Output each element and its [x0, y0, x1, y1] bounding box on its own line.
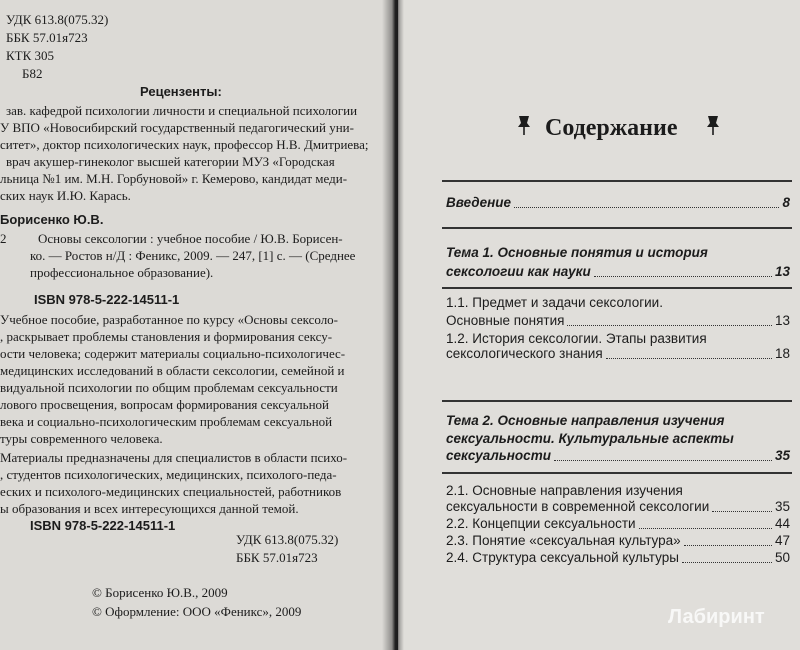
divider: [442, 400, 792, 402]
toc-topic-2-line: сексуальности. Культуральные аспекты: [446, 431, 734, 446]
isbn: ISBN 978-5-222-14511-1: [34, 292, 180, 307]
toc-entry-intro: [446, 195, 790, 211]
watermark: Лабиринт: [668, 606, 765, 628]
annotation-line: видуальной психологии по общим проблемам сексуальности: [0, 380, 338, 395]
reviewer-line: ситет», доктор психологических наук, профессор Н.В. Дмитриева;: [0, 137, 369, 152]
reviewer-line: льница №1 им. М.Н. Горбуновой» г. Кемерово, кандидат меди-: [0, 171, 348, 186]
toc-leader: [639, 528, 772, 529]
annotation-line: туры современного человека.: [0, 431, 163, 446]
reviewer-line: врач акушер-гинеколог высшей категории МУЗ «Городская: [6, 154, 335, 169]
isbn-bottom: ISBN 978-5-222-14511-1: [30, 518, 176, 533]
annotation-line: , раскрывает проблемы становления и формирования сексу-: [0, 329, 333, 344]
toc-section-1-2-line: 1.2. История сексологии. Этапы развития: [446, 331, 707, 346]
toc-label: 2.2. Концепции сексуальности: [446, 516, 636, 531]
bbk-bottom: ББК 57.01я723: [236, 550, 318, 565]
udk-bottom: УДК 613.8(075.32): [236, 532, 339, 547]
annotation-line: Учебное пособие, разработанное по курсу «Основы сексоло-: [0, 312, 339, 327]
annotation-line: медицинских исследований в области сексологии, семейной и: [0, 363, 345, 378]
bbk-code: ББК 57.01я723: [6, 30, 88, 45]
toc-entry-topic-1: [446, 264, 790, 280]
bibliographic-line: Основы сексологии : учебное пособие / Ю.В. Борисен-: [38, 231, 343, 246]
ktk-code: КТК 305: [6, 48, 55, 63]
reviewers-title: Рецензенты:: [140, 84, 222, 99]
toc-page-number: 44: [774, 516, 790, 531]
annotation-line: , студентов психологических, медицинских, психолого-педа-: [0, 467, 337, 482]
annotation-line: ы образования и всех интересующихся данной темой.: [0, 501, 299, 516]
toc-label: 2.4. Структура сексуальной культуры: [446, 550, 679, 565]
toc-label: сексологии как науки: [446, 264, 591, 279]
toc-entry-2-1: [446, 499, 790, 515]
divider: [442, 227, 792, 229]
toc-entry-topic-2: [446, 448, 790, 464]
toc-entry-2-4: [446, 550, 790, 566]
toc-topic-1-line: Тема 1. Основные понятия и история: [446, 245, 708, 260]
toc-page-number: 18: [774, 346, 790, 361]
toc-leader: [682, 562, 772, 563]
toc-leader: [554, 460, 772, 461]
annotation-line: еских и психолого-медицинских специальностей, работников: [0, 484, 342, 499]
divider: [442, 180, 792, 182]
toc-leader: [514, 207, 779, 208]
annotation-line: ости человека; содержит материалы социально-психологичес-: [0, 346, 346, 361]
toc-page-number: 13: [774, 313, 790, 328]
reviewer-line: У ВПО «Новосибирский государственный педагогический уни-: [0, 120, 354, 135]
toc-entry-1-2: [446, 346, 790, 362]
toc-label: 2.3. Понятие «сексуальная культура»: [446, 533, 681, 548]
toc-section-1-1-line: 1.1. Предмет и задачи сексологии.: [446, 295, 663, 310]
toc-page-number: 47: [774, 533, 790, 548]
toc-entry-2-2: [446, 516, 790, 532]
toc-entry-2-3: [446, 533, 790, 549]
toc-leader: [712, 511, 772, 512]
toc-page-number: 8: [782, 195, 790, 210]
toc-leader: [567, 325, 772, 326]
toc-leader: [594, 276, 772, 277]
book-spine: [382, 0, 404, 650]
toc-leader: [684, 545, 772, 546]
divider: [442, 287, 792, 289]
toc-section-2-1-line: 2.1. Основные направления изучения: [446, 483, 683, 498]
toc-page-number: 35: [774, 499, 790, 514]
page-title: Содержание: [545, 115, 678, 141]
annotation-line: Материалы предназначены для специалистов в области психо-: [0, 450, 348, 465]
toc-page-number: 13: [774, 264, 790, 279]
toc-page-number: 35: [774, 448, 790, 463]
toc-label: Введение: [446, 195, 512, 210]
divider: [442, 472, 792, 474]
copyright-design: © Оформление: ООО «Феникс», 2009: [92, 604, 302, 619]
author-code: Б82: [22, 66, 43, 81]
toc-leader: [606, 358, 772, 359]
toc-label: сексуальности в современной сексологии: [446, 499, 710, 514]
copyright-author: © Борисенко Ю.В., 2009: [92, 585, 228, 600]
reviewer-line: ских наук И.Ю. Карась.: [0, 188, 131, 203]
pushpin-icon: [704, 114, 722, 136]
toc-label: сексологического знания: [446, 346, 603, 361]
toc-topic-2-line: Тема 2. Основные направления изучения: [446, 413, 725, 428]
toc-label: Основные понятия: [446, 313, 565, 328]
pushpin-icon: [515, 114, 533, 136]
toc-page-number: 50: [774, 550, 790, 565]
left-page: [0, 0, 395, 650]
bibliographic-line: ко. — Ростов н/Д : Феникс, 2009. — 247, [1] с. — (Среднее: [30, 248, 356, 263]
annotation-line: века и социально-психологическим проблемам сексуальной: [0, 414, 333, 429]
bibliographic-line: профессиональное образование).: [30, 265, 214, 280]
book-author: Борисенко Ю.В.: [0, 212, 104, 227]
reviewer-line: зав. кафедрой психологии личности и специальной психологии: [6, 103, 358, 118]
udk-code: УДК 613.8(075.32): [6, 12, 109, 27]
toc-entry-1-1: [446, 313, 790, 329]
toc-label: сексуальности: [446, 448, 551, 463]
annotation-line: лового просвещения, вопросам формирования сексуальной: [0, 397, 329, 412]
code-fragment: 2: [0, 231, 7, 246]
